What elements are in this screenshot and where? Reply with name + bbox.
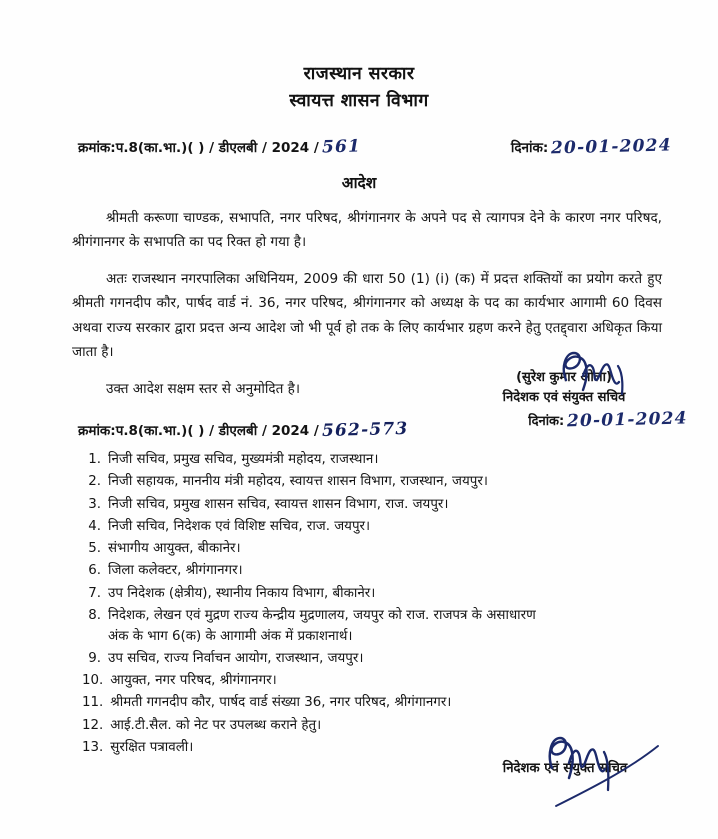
list-item [82,671,684,692]
signatory-name-top: (सुरेश कुमार ओला) [516,370,612,385]
list-item-number: 8. [88,607,101,623]
list-item-text: निजी सचिव, प्रमुख शासन सचिव, स्वायत्त शासन विभाग, राज. जयपुर। [108,496,449,512]
reference-number-handwritten-bottom: 562-573 [321,418,409,442]
paragraph-2: अतः राजस्थान नगरपालिका अधिनियम, 2009 की धारा 50 (1) (i) (क) में प्रदत्त शक्तियों का प्रयोग करते हुए श्रीमती गगनदीप कौर, पार्षद वार्ड नं. 36, नगर परिषद, श्रीगंगानगर को अध्यक्ष के पद का कार्यभार आगामी 60 दिवस अथवा राज्य सरकार द्वारा प्रदत्त अन्य आदेश जो भी पूर्व हो तक के लिए कार्यभार ग्रहण करने हेतु एतद्द्वारा अधिकृत किया जाता है। [72,271,662,360]
list-item-number: 2. [88,474,101,490]
list-item-text-line1: निदेशक, लेखन एवं मुद्रण राज्य केन्द्रीय मुद्रणालय, जयपुर को राज. राजपत्र के असाधारण [108,607,536,623]
reference-number-handwritten-top: 561 [321,136,362,158]
signatory-designation-bottom: निदेशक एवं संयुक्त सचिव [502,761,628,776]
list-item-text: निजी सचिव, प्रमुख सचिव, मुख्यमंत्री महोदय, राजस्थान। [108,452,379,467]
signature-date-value-top: 20-01-2024 [567,408,689,432]
list-item-text: आयुक्त, नगर परिषद, श्रीगंगानगर। [110,673,277,689]
signatory-designation-top: निदेशक एवं संयुक्त सचिव [502,389,626,405]
list-item [82,584,684,605]
list-item-text: श्रीमती गगनदीप कौर, पार्षद वार्ड संख्या 36, नगर परिषद, श्रीगंगानगर। [110,695,452,711]
list-item-number: 5. [88,541,101,557]
signature-block-top [434,368,694,434]
list-item-text: उप सचिव, राज्य निर्वाचन आयोग, राजस्थान, जयपुर। [108,650,364,666]
department-name: स्वायत्त शासन विभाग [289,91,429,112]
list-item-number: 12. [82,717,104,733]
reference-number-bottom [78,420,408,440]
paragraph-3: उक्त आदेश सक्षम स्तर से अनुमोदित है। [106,380,301,397]
list-item-number: 9. [88,650,101,666]
document-header [0,0,718,115]
signature-date-top [434,408,694,434]
list-item-text: निजी सहायक, माननीय मंत्री महोदय, स्वायत्त शासन विभाग, राजस्थान, जयपुर। [108,474,488,490]
reference-prefix-bottom: क्रमांक:प.8(का.भा.)( ) / डीएलबी / 2024 / [78,423,319,439]
signature-block-bottom [440,758,690,776]
list-item [82,561,684,582]
reference-number-top [78,137,361,157]
list-item-number: 11. [82,695,104,711]
list-item-text: सुरक्षित पत्रावली। [110,739,194,755]
government-name: राजस्थान सरकार [303,64,415,84]
list-item [82,539,684,560]
list-item [82,472,684,493]
list-item [82,450,684,471]
paragraph-1: श्रीमती करूणा चाण्डक, सभापति, नगर परिषद, श्रीगंगानगर के अपने पद से त्यागपत्र देने के कारण नगर परिषद, श्रीगंगानगर के सभापति का पद रिक्त हो गया है। [72,209,662,250]
date-value-handwritten-top: 20-01-2024 [551,135,673,159]
distribution-list [82,450,684,760]
order-title: आदेश [341,173,377,192]
list-item-number: 13. [82,739,104,755]
list-item-text-line2: अंक के भाग 6(क) के आगामी अंक में प्रकाशनार्थ। [108,628,353,644]
list-item [82,517,684,538]
list-item-number: 10. [82,673,104,689]
list-item-number: 6. [88,563,101,579]
list-item [82,693,684,714]
list-item [82,606,684,648]
list-item [82,716,684,737]
list-item-text: जिला कलेक्टर, श्रीगंगानगर। [108,563,243,579]
list-item-text: उप निदेशक (क्षेत्रीय), स्थानीय निकाय विभाग, बीकानेर। [108,585,376,601]
list-item [82,738,684,759]
reference-row-top [0,137,718,157]
date-top [511,137,690,157]
list-item [82,649,684,670]
list-item-number: 4. [88,518,101,534]
date-label-top: दिनांक: [510,139,549,156]
list-item-number: 7. [88,585,101,601]
reference-prefix-top: क्रमांक:प.8(का.भा.)( ) / डीएलबी / 2024 / [78,139,319,156]
signature-date-label-top: दिनांक: [528,414,565,429]
list-item [82,495,684,516]
list-item-text: आई.टी.सैल. को नेट पर उपलब्ध कराने हेतु। [110,717,322,733]
list-item-text: संभागीय आयुक्त, बीकानेर। [108,541,241,557]
list-item-number: 1. [88,452,101,467]
list-item-number: 3. [88,496,101,512]
list-item-text: निजी सचिव, निदेशक एवं विशिष्ट सचिव, राज. जयपुर। [108,518,371,534]
list-item-text [108,606,684,648]
